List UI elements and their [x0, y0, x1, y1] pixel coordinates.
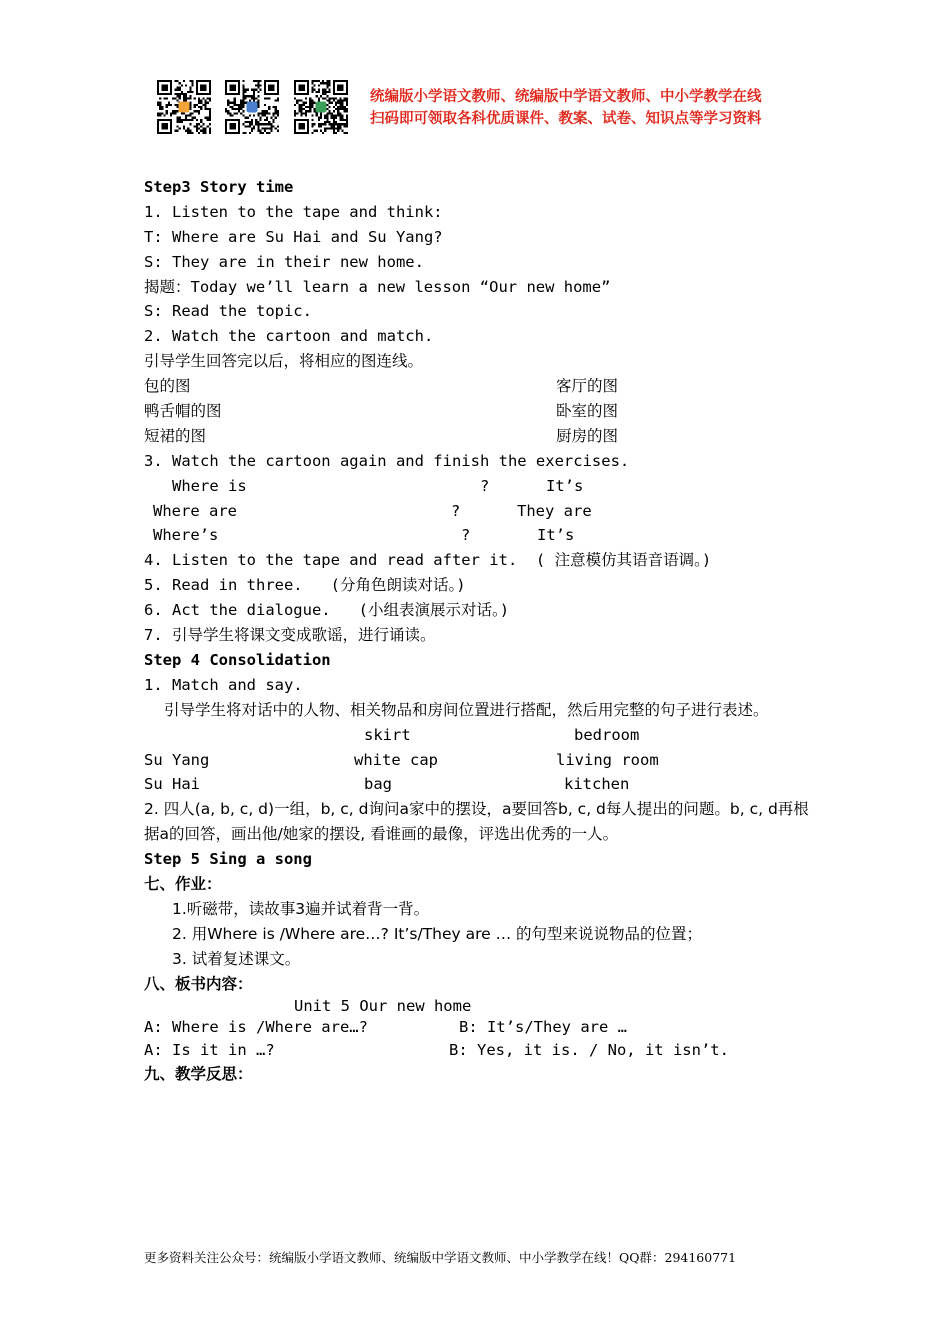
promo-banner	[370, 86, 762, 130]
qr-code-2	[225, 80, 279, 134]
step3-line-2: T: Where are Su Hai and Su Yang?	[144, 227, 443, 246]
board-title: Unit 5 Our new home	[294, 997, 472, 1016]
footer-note: 更多资料关注公众号：统编版小学语文教师、统编版中学语文教师、中小学教学在线！QQ群：294160771	[144, 1250, 737, 1265]
step4-paragraph: 引导学生将对话中的人物、相关物品和房间位置进行搭配，然后用完整的句子进行表述。	[164, 700, 769, 719]
step3-line-10: 5. Read in three. (分角色朗读对话。)	[144, 576, 466, 595]
match-row: 鸭舌帽的图 卧室的图	[144, 402, 619, 421]
step3-line-1: 1. Listen to the tape and think:	[144, 202, 443, 221]
step4-line-1: 1. Match and say.	[144, 675, 303, 694]
step4-paragraph-2: 2. 四人(a, b, c, d)一组，b, c, d询问a家中的摆设，a要回答b, c, d每人提出的问题。b, c, d再根据a的回答，画出他/她家的摆设, 看谁画的最像，评选出优秀的一人。	[144, 800, 809, 844]
homework-item-1: 1.听磁带，读故事3遍并试着背一背。	[172, 899, 430, 918]
lesson-content	[144, 175, 814, 1087]
match-row: 包的图 客厅的图	[144, 377, 619, 396]
step3-line-4: 揭题：Today we’ll learn a new lesson “Our new home”	[144, 277, 611, 296]
banner-line-1: 统编版小学语文教师、统编版中学语文教师、中小学教学在线	[370, 89, 762, 105]
match-table-row: Su Yang white cap living room	[144, 750, 659, 769]
banner-line-2: 扫码即可领取各科优质课件、教案、试卷、知识点等学习资料	[370, 111, 762, 127]
board-row: A: Is it in …? B: Yes, it is. / No, it isn’t.	[144, 1041, 729, 1060]
step3-line-11: 6. Act the dialogue. (小组表演展示对话。)	[144, 601, 510, 620]
step3-line-7: 引导学生回答完以后，将相应的图连线。	[144, 352, 424, 371]
homework-item-3: 3. 试着复述课文。	[172, 949, 301, 968]
fill-row: Where’s ? It’s	[153, 526, 575, 545]
qr-code-1	[157, 80, 211, 134]
step3-line-5: S: Read the topic.	[144, 302, 312, 321]
board-row: A: Where is /Where are…? B: It’s/They are …	[144, 1018, 627, 1037]
fill-row: Where is ? It’s	[172, 476, 584, 495]
homework-item-2: 2. 用Where is /Where are…? It’s/They are … 的句型来说说物品的位置；	[172, 924, 703, 943]
step3-line-8: 3. Watch the cartoon again and finish the exercises.	[144, 451, 630, 470]
fill-row: Where are ? They are	[153, 501, 592, 520]
step5-heading: Step 5 Sing a song	[144, 850, 312, 869]
match-table-row: Su Hai bag kitchen	[144, 775, 630, 794]
step3-line-3: S: They are in their new home.	[144, 252, 424, 271]
reflection-heading: 九、教学反思：	[144, 1065, 253, 1084]
step3-line-9: 4. Listen to the tape and read after it. ( 注意模仿其语音语调。)	[144, 551, 712, 570]
homework-heading: 七、作业：	[144, 874, 222, 893]
step3-line-12: 7. 引导学生将课文变成歌谣，进行诵读。	[144, 626, 436, 645]
step3-heading: Step3 Story time	[144, 178, 294, 196]
match-row: 短裙的图 厨房的图	[144, 426, 619, 445]
board-heading: 八、板书内容：	[144, 974, 253, 993]
match-table-row: skirt bedroom	[364, 725, 640, 744]
qr-code-3	[294, 80, 348, 134]
step4-heading: Step 4 Consolidation	[144, 650, 331, 669]
step3-line-6: 2. Watch the cartoon and match.	[144, 327, 434, 346]
